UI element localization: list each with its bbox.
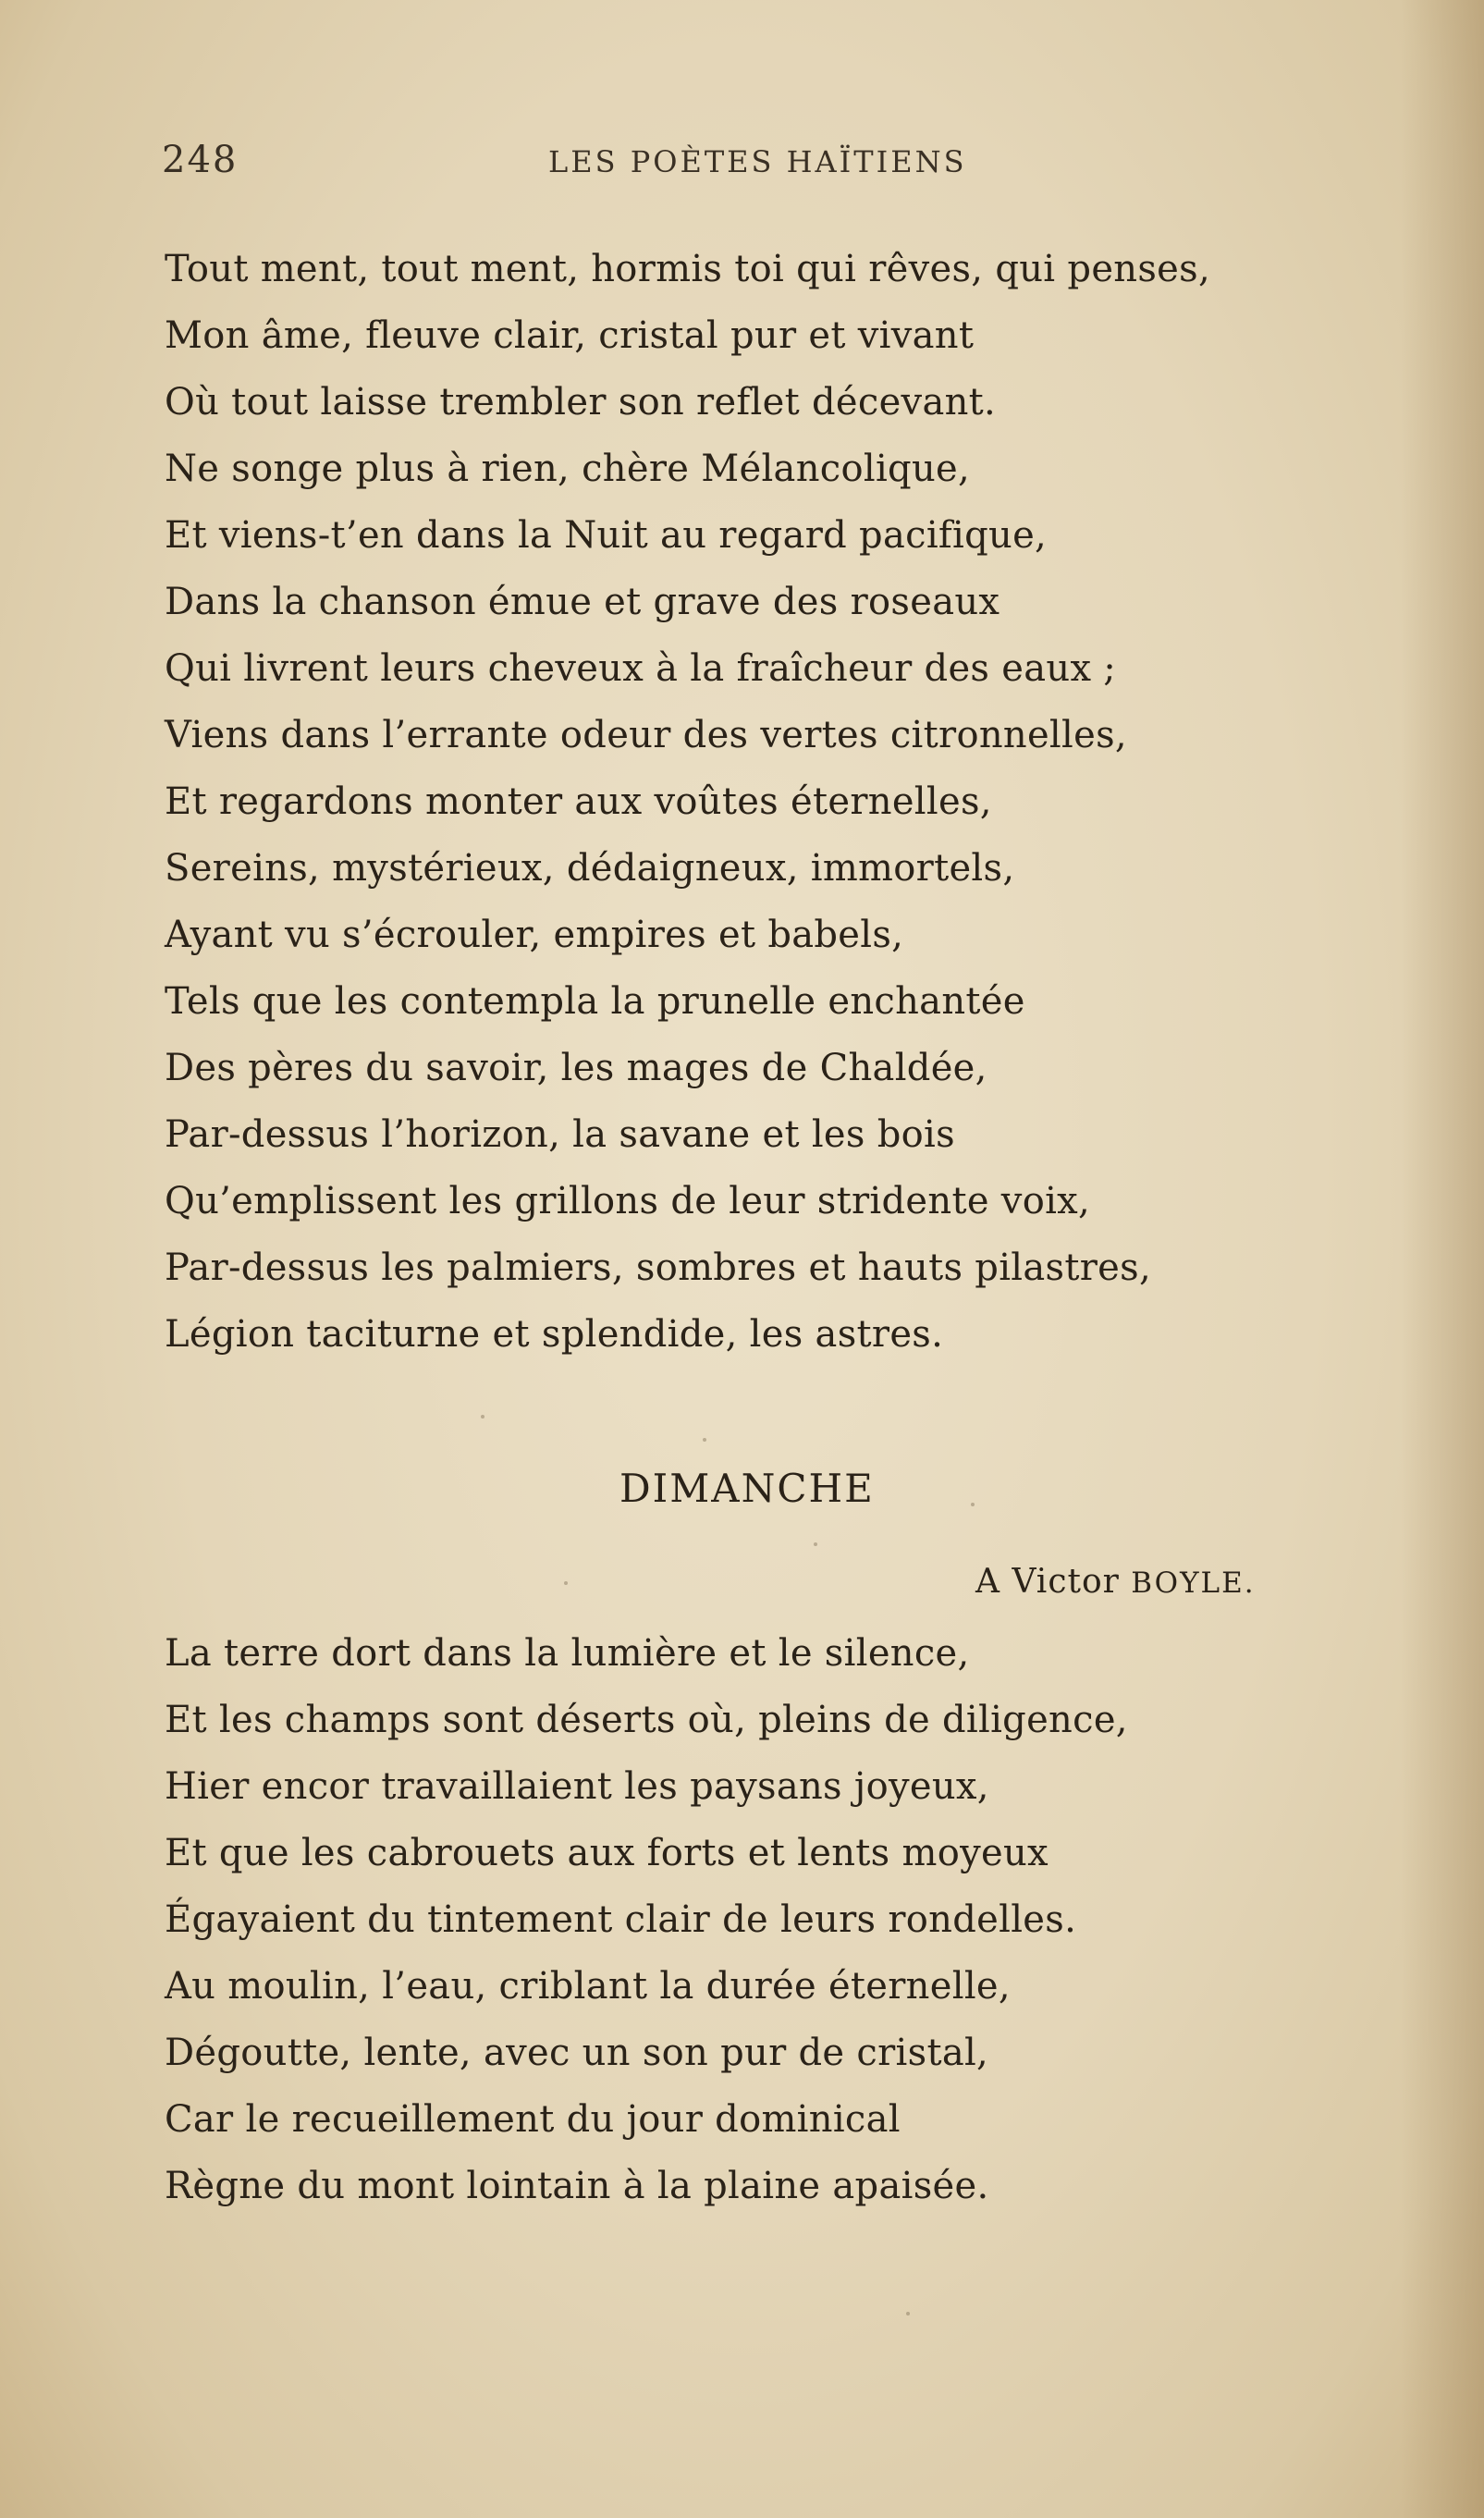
page-header xyxy=(162,139,1327,194)
dedication xyxy=(975,1563,1256,1601)
verse-line: Et les champs sont déserts où, pleins de diligence, xyxy=(165,1699,1128,1741)
running-head: LES POÈTES HAÏTIENS xyxy=(548,144,967,179)
verse-line: Et viens-t’en dans la Nuit au regard pacifique, xyxy=(165,514,1048,557)
verse-line: Au moulin, l’eau, criblant la durée éternelle, xyxy=(165,1965,1011,2008)
verse-line: Qu’emplissent les grillons de leur stridente voix, xyxy=(165,1180,1091,1222)
poem-title: DIMANCHE xyxy=(619,1466,875,1511)
verse-line: Ayant vu s’écrouler, empires et babels, xyxy=(165,914,904,956)
verse-line: Règne du mont lointain à la plaine apaisée. xyxy=(165,2165,989,2207)
verse-line: Par-dessus l’horizon, la savane et les bois xyxy=(165,1113,955,1156)
verse-line: Qui livrent leurs cheveux à la fraîcheur des eaux ; xyxy=(165,647,1117,690)
paper-speck xyxy=(906,2312,910,2315)
verse-line: Tout ment, tout ment, hormis toi qui rêves, qui penses, xyxy=(165,248,1210,290)
verse-line: Par-dessus les palmiers, sombres et hauts pilastres, xyxy=(165,1247,1151,1289)
paper-speck xyxy=(481,1415,484,1419)
verse-line: Et que les cabrouets aux forts et lents moyeux xyxy=(165,1832,1049,1874)
page-edge-shadow xyxy=(1401,0,1484,2518)
stanza-two xyxy=(165,1620,1128,2219)
verse-line: Dans la chanson émue et grave des roseaux xyxy=(165,581,1000,623)
stanza-one xyxy=(165,236,1210,1368)
verse-line: Ne songe plus à rien, chère Mélancolique, xyxy=(165,448,970,490)
verse-line: Tels que les contempla la prunelle enchantée xyxy=(165,980,1025,1023)
paper-speck xyxy=(703,1438,706,1442)
paper-speck xyxy=(971,1503,975,1506)
paper-speck xyxy=(814,1542,817,1546)
verse-line: Des pères du savoir, les mages de Chaldée, xyxy=(165,1047,987,1089)
verse-line: Où tout laisse trembler son reflet décevant. xyxy=(165,381,997,424)
page-number: 248 xyxy=(162,139,239,181)
dedication-prefix: A Victor xyxy=(975,1563,1120,1601)
verse-line: Légion taciturne et splendide, les astres. xyxy=(165,1313,944,1356)
verse-line: Et regardons monter aux voûtes éternelles, xyxy=(165,780,992,823)
verse-line: Hier encor travaillaient les paysans joyeux, xyxy=(165,1765,989,1808)
verse-line: Dégoutte, lente, avec un son pur de cristal, xyxy=(165,2032,989,2074)
verse-line: Mon âme, fleuve clair, cristal pur et vivant xyxy=(165,314,975,357)
dedication-name: BOYLE. xyxy=(1131,1566,1256,1600)
verse-line: La terre dort dans la lumière et le silence, xyxy=(165,1632,970,1675)
paper-speck xyxy=(564,1581,568,1585)
verse-line: Égayaient du tintement clair de leurs rondelles. xyxy=(165,1898,1077,1941)
verse-line: Car le recueillement du jour dominical xyxy=(165,2098,901,2141)
verse-line: Viens dans l’errante odeur des vertes citronnelles, xyxy=(165,714,1127,756)
verse-line: Sereins, mystérieux, dédaigneux, immortels, xyxy=(165,847,1015,890)
